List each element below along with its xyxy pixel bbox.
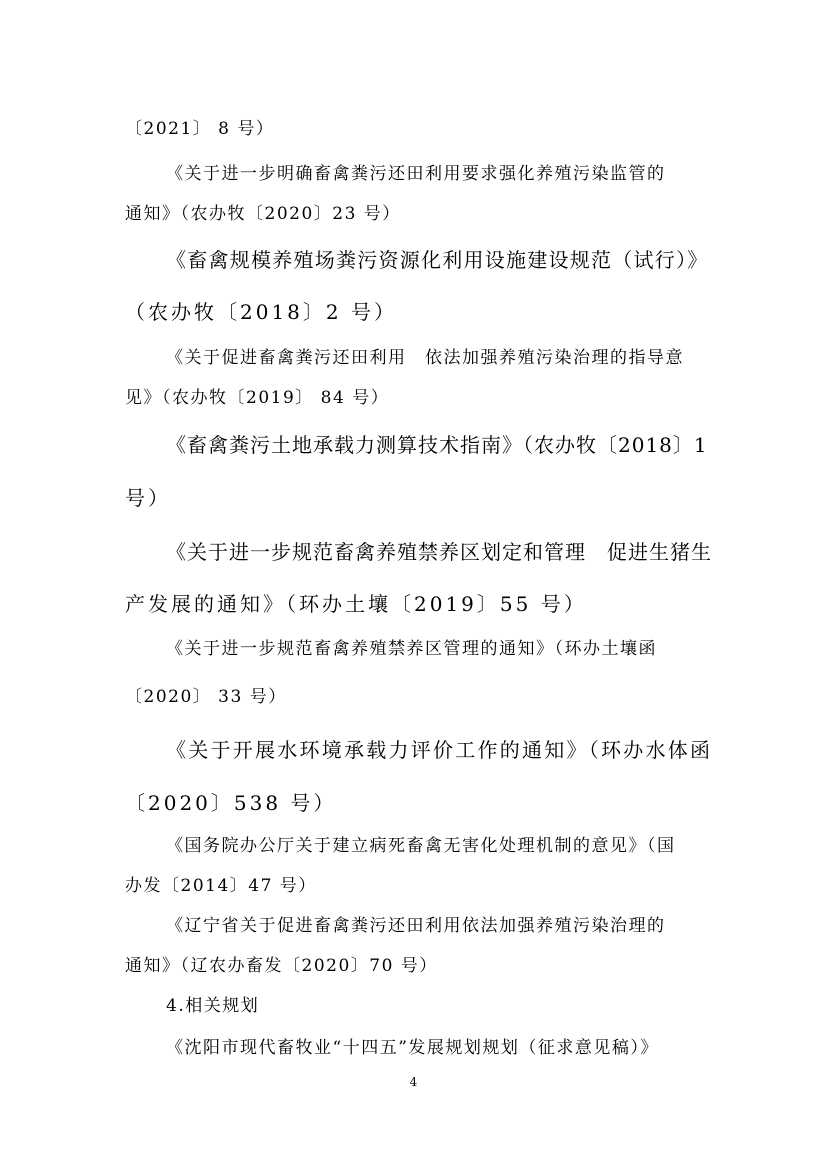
text-line: 《辽宁省关于促进畜禽粪污还田利用依法加强养殖污染治理的 (166, 916, 666, 936)
text-line: 办发〔2014〕47 号） (125, 876, 317, 896)
section-heading: 4.相关规划 (166, 996, 260, 1016)
text-line: 〔2020〕538 号） (125, 791, 337, 815)
text-line: 《关于进一步规范畜禽养殖禁养区划定和管理 促进生猪生 (166, 540, 712, 564)
text-line: 〔2021〕 8 号） (125, 119, 275, 139)
text-line: （农办牧〔2018〕2 号） (125, 300, 397, 324)
text-line: 见》（农办牧〔2019〕 84 号） (125, 388, 390, 408)
text-line: 产发展的通知》（环办土壤〔2019〕55 号） (125, 592, 587, 616)
text-line: 《畜禽规模养殖场粪污资源化利用设施建设规范（试行）》 (166, 248, 709, 272)
text-line: 《关于进一步规范畜禽养殖禁养区管理的通知》（环办土壤函 (166, 639, 657, 659)
text-line: 《关于促进畜禽粪污还田利用 依法加强养殖污染治理的指导意 (166, 348, 684, 368)
text-line: 《畜禽粪污土地承载力测算技术指南》（农办牧〔2018〕1 (166, 433, 708, 457)
text-line: 号） (125, 486, 171, 510)
text-line: 《沈阳市现代畜牧业“十四五”发展规划规划（征求意见稿）》 (166, 1038, 659, 1058)
text-line: 〔2020〕 33 号） (125, 687, 287, 707)
page-number: 4 (409, 1075, 418, 1089)
text-line: 《关于进一步明确畜禽粪污还田利用要求强化养殖污染监管的 (166, 164, 666, 184)
text-line: 通知》（农办牧〔2020〕23 号） (125, 204, 401, 224)
text-line: 《国务院办公厅关于建立病死畜禽无害化处理机制的意见》（国 (166, 836, 676, 856)
text-line: 《关于开展水环境承载力评价工作的通知》（环办水体函 (166, 738, 713, 762)
text-line: 通知》（辽农办畜发〔2020〕70 号） (125, 956, 438, 976)
